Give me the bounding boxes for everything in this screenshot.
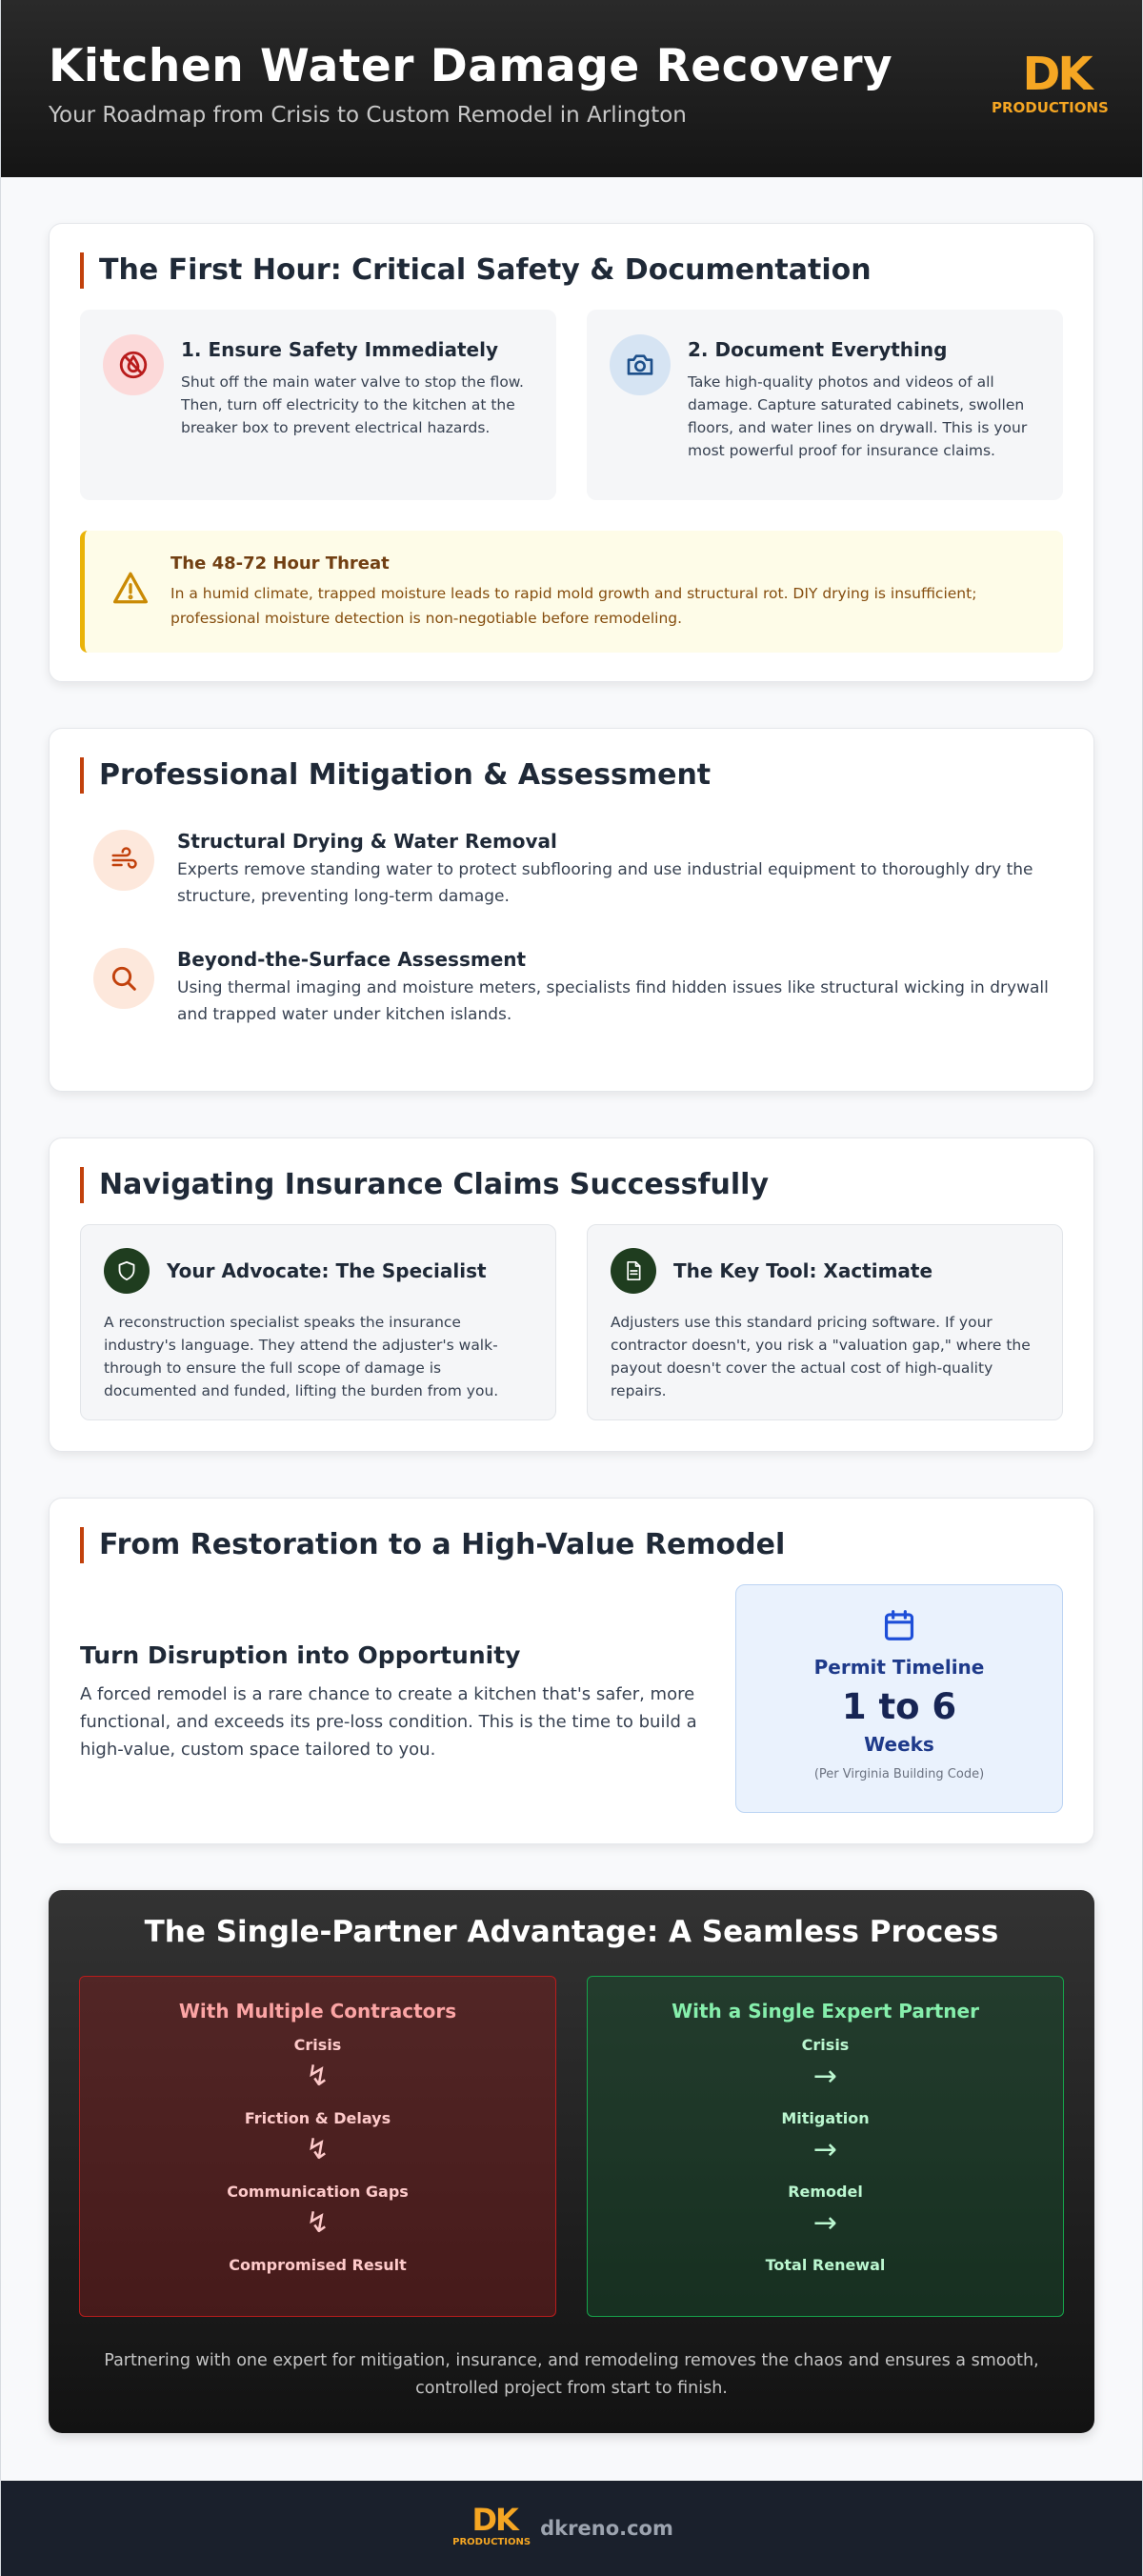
logo-mark: DK — [471, 2502, 517, 2538]
permit-timeline-card — [735, 1584, 1063, 1813]
logo-tagline: PRODUCTIONS — [452, 2537, 531, 2547]
zigzag-arrow-icon: ↯ — [305, 2206, 331, 2240]
step-text: Shut off the main water valve to stop the flow. Then, turn off electricity to the kitchen at the breaker box to prevent electrical hazards. — [181, 373, 524, 436]
zigzag-arrow-icon: ↯ — [305, 2133, 331, 2166]
mitigation-item — [80, 948, 1063, 1028]
mold-warning-callout — [80, 531, 1063, 653]
safety-step-card — [80, 310, 556, 500]
flow-step: Compromised Result — [229, 2256, 407, 2274]
warning-text: In a humid climate, trapped moisture leads to rapid mold growth and structural rot. DIY drying is insufficient; professional moisture detection is non-negotiable before remodeling. — [170, 585, 977, 627]
warning-icon — [111, 553, 150, 634]
section-title: Professional Mitigation & Assessment — [80, 757, 1063, 794]
flow-step: Remodel — [788, 2183, 863, 2201]
flow-step: Crisis — [801, 2036, 850, 2054]
item-title: Structural Drying & Water Removal — [177, 830, 557, 853]
flow-step: Total Renewal — [765, 2256, 886, 2274]
card-text: A reconstruction specialist speaks the insurance industry's language. They attend the adjuster's walk-through to ensure the full scope of damage is documented and funded, lifting the burden from you. — [104, 1314, 499, 1399]
section-title: The Single-Partner Advantage: A Seamless Process — [144, 1915, 999, 1949]
remodel-section — [49, 1498, 1094, 1844]
card-text: Adjusters use this standard pricing software. If your contractor doesn't, you risk a "valuation gap," where the payout doesn't cover the actual cost of high-quality repairs. — [611, 1314, 1031, 1399]
main-content — [1, 223, 1142, 2433]
remodel-text: A forced remodel is a rare chance to create a kitchen that's safer, more functional, and exceeds its pre-loss condition. This is the time to build a high-value, custom space tailored to you. — [80, 1684, 697, 1760]
brand-logo — [992, 48, 1109, 130]
page-title: Kitchen Water Damage Recovery — [49, 40, 893, 92]
flow-step: Crisis — [293, 2036, 342, 2054]
permit-unit: Weeks — [864, 1733, 934, 1756]
closing-text: Partnering with one expert for mitigation, insurance, and remodeling removes the chaos and ensures a smooth, controlled project from start to finish. — [104, 2351, 1039, 2398]
logo-tagline: PRODUCTIONS — [992, 99, 1109, 116]
permit-value: 1 to 6 — [841, 1686, 957, 1727]
document-icon — [611, 1248, 656, 1294]
remodel-heading: Turn Disruption into Opportunity — [80, 1641, 521, 1669]
flow-step: Mitigation — [781, 2109, 870, 2127]
flow-title: With a Single Expert Partner — [672, 2000, 979, 2023]
mitigation-item — [80, 830, 1063, 910]
no-water-icon — [103, 334, 164, 395]
card-title: The Key Tool: Xactimate — [673, 1259, 933, 1282]
flow-step: Communication Gaps — [227, 2183, 409, 2201]
item-text: Using thermal imaging and moisture meters, specialists find hidden issues like structural wicking in drywall and trapped water under kitchen islands. — [177, 978, 1049, 1024]
step-text: Take high-quality photos and videos of all damage. Capture saturated cabinets, swollen floors, and water lines on drywall. This is your most powerful proof for insurance claims. — [688, 373, 1028, 459]
section-title: From Restoration to a High-Value Remodel — [80, 1527, 1063, 1563]
advocate-card — [80, 1224, 556, 1420]
permit-label: Permit Timeline — [813, 1656, 985, 1679]
warning-title: The 48-72 Hour Threat — [170, 553, 390, 574]
multiple-contractors-flow — [79, 1976, 556, 2317]
right-arrow-icon: → — [812, 2133, 838, 2166]
first-hour-section — [49, 223, 1094, 682]
insurance-section — [49, 1137, 1094, 1452]
item-text: Experts remove standing water to protect subflooring and use industrial equipment to thoroughly dry the structure, preventing long-term damage. — [177, 860, 1033, 906]
item-title: Beyond-the-Surface Assessment — [177, 948, 527, 971]
permit-note: (Per Virginia Building Code) — [813, 1767, 985, 1781]
single-partner-flow — [587, 1976, 1064, 2317]
camera-icon — [610, 334, 671, 395]
wind-icon — [93, 830, 154, 891]
xactimate-card — [587, 1224, 1063, 1420]
search-icon — [93, 948, 154, 1009]
flow-step: Friction & Delays — [244, 2109, 391, 2127]
step-title: 2. Document Everything — [688, 338, 948, 361]
zigzag-arrow-icon: ↯ — [305, 2060, 331, 2093]
card-title: Your Advocate: The Specialist — [167, 1259, 487, 1282]
page-header — [1, 0, 1142, 177]
logo-mark: DK — [1022, 48, 1091, 101]
document-step-card — [587, 310, 1063, 500]
single-partner-section — [49, 1890, 1094, 2433]
section-title: Navigating Insurance Claims Successfully — [80, 1167, 1063, 1203]
page-footer — [1, 2481, 1142, 2576]
mitigation-section — [49, 728, 1094, 1092]
right-arrow-icon: → — [812, 2206, 838, 2240]
step-title: 1. Ensure Safety Immediately — [181, 338, 499, 361]
shield-icon — [104, 1248, 150, 1294]
footer-domain-link[interactable]: dkreno.com — [540, 2517, 673, 2540]
page-subtitle: Your Roadmap from Crisis to Custom Remodel in Arlington — [49, 102, 687, 128]
calendar-icon — [736, 1606, 1062, 1648]
flow-title: With Multiple Contractors — [178, 2000, 457, 2023]
footer-logo — [452, 2502, 531, 2554]
right-arrow-icon: → — [812, 2060, 838, 2093]
section-title: The First Hour: Critical Safety & Documentation — [80, 252, 1063, 289]
